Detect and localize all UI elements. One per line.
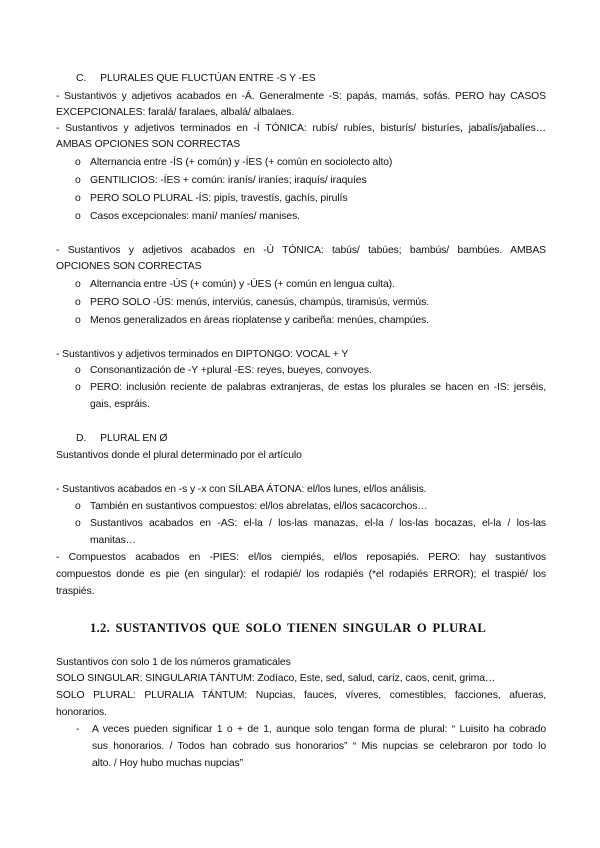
paragraph-line: EXCEPCIONALES: faralá/ faralaes, albalá/ albalaes.	[56, 107, 295, 118]
paragraph-line: Sustantivos con solo 1 de los números gramaticales	[56, 657, 291, 668]
paragraph-line: - Sustantivos y adjetivos terminados en DIPTONGO: VOCAL + Y	[56, 349, 349, 360]
paragraph-line: OPCIONES SON CORRECTAS	[56, 261, 202, 272]
section-c-title: PLURALES QUE FLUCTÚAN ENTRE -S Y -ES	[100, 73, 316, 84]
paragraph-line: - Compuestos acabados en -PIES: el/los ciempiés, el/los reposapiés. PERO: hay sustantivos	[56, 552, 546, 563]
list-item: Alternancia entre -ÍS (+ común) y -ÍES (+ común en sociolecto alto)	[90, 157, 393, 168]
bullet-marker: o	[75, 315, 81, 326]
list-item-continuation: alto. / Hoy hubo muchas nupcias”	[92, 758, 244, 769]
section-d-label: D.	[76, 433, 87, 444]
paragraph-line: SOLO PLURAL: PLURALIA TÁNTUM: Nupcias, fauces, víveres, comestibles, facciones, afueras,	[56, 690, 546, 701]
bullet-marker: o	[75, 518, 81, 529]
section-d-title: PLURAL EN Ø	[100, 433, 168, 444]
section-c-heading	[76, 71, 566, 87]
paragraph-line: - Sustantivos y adjetivos terminados en -Í TÓNICA: rubís/ rubíes, bisturís/ bisturíes, jabalís/jabalíes…	[56, 123, 546, 134]
list-item-continuation: sus honorarios. / Todos han cobrado sus honorarios” “ Mis nupcias se celebraron por todo lo	[92, 741, 546, 752]
paragraph-line: - Sustantivos acabados en -s y -x con SÍLABA ÁTONA: el/los lunes, el/los análisis.	[56, 484, 427, 495]
bullet-marker: o	[75, 365, 81, 376]
bullet-marker: o	[75, 297, 81, 308]
list-item: PERO SOLO -ÚS: menús, interviús, canesús, champús, tiramisús, vermús.	[90, 297, 429, 308]
bullet-marker: o	[75, 211, 81, 222]
list-item: GENTILICIOS: -ÍES + común: iranís/ iraníes; iraquís/ iraquíes	[90, 175, 367, 186]
section-c-label: C.	[76, 73, 87, 84]
bullet-marker: o	[75, 175, 81, 186]
section-1-2-title: 1.2. SUSTANTIVOS QUE SOLO TIENEN SINGULAR O PLURAL	[90, 621, 487, 635]
paragraph-line: AMBAS OPCIONES SON CORRECTAS	[56, 139, 241, 150]
paragraph-line: - Sustantivos y adjetivos acabados en -Á. Generalmente -S: papás, mamás, sofás. PERO hay CASOS	[56, 91, 546, 102]
paragraph-line: Sustantivos donde el plural determinado por el artículo	[56, 450, 302, 461]
paragraph-line: honorarios.	[56, 707, 107, 718]
list-item-continuation: manitas…	[90, 535, 136, 546]
list-item: Sustantivos acabados en -AS: el-la / los-las manazas, el-la / los-las bocazas, el-la / los-las	[90, 518, 546, 529]
list-item: A veces pueden significar 1 o + de 1, aunque solo tengan forma de plural: “ Luisito ha cobrado	[92, 724, 546, 735]
bullet-marker: o	[75, 279, 81, 290]
paragraph-line: traspiés.	[56, 586, 95, 597]
bullet-marker: o	[75, 193, 81, 204]
dash-marker: -	[76, 724, 80, 735]
bullet-marker: o	[75, 157, 81, 168]
bullet-marker: o	[75, 382, 81, 393]
list-item: Alternancia entre -ÚS (+ común) y -ÚES (+ común en lengua culta).	[90, 279, 395, 290]
list-item: Casos excepcionales: maní/ maníes/ manises.	[90, 211, 300, 222]
list-item-continuation: gais, espráis.	[90, 399, 150, 410]
list-item: Consonantización de -Y +plural -ES: reyes, bueyes, convoyes.	[90, 365, 372, 376]
paragraph-line: SOLO SINGULAR: SINGULARIA TÁNTUM: Zodíaco, Este, sed, salud, caríz, caos, cenit, grima…	[56, 673, 496, 684]
bullet-marker: o	[75, 501, 81, 512]
list-item: PERO SOLO PLURAL -ÍS: pipís, travestís, gachís, pirulís	[90, 193, 348, 204]
list-item: También en sustantivos compuestos: el/los abrelatas, el/los sacacorchos…	[90, 501, 428, 512]
list-item: PERO: inclusión reciente de palabras extranjeras, de estas los plurales se hacen en -IS: jerséis,	[90, 382, 546, 393]
paragraph-line: - Sustantivos y adjetivos acabados en -Ú TÓNICA: tabús/ tabúes; bambús/ bambúes. AMBAS	[56, 245, 546, 256]
list-item: Menos generalizados en áreas rioplatense y caribeña: menúes, champúes.	[90, 315, 429, 326]
paragraph-line: compuestos donde es pie (en singular): el rodapié/ los rodapiés (*el rodapiés ERROR); el traspié/ los	[56, 569, 546, 580]
section-d-heading	[76, 431, 566, 447]
